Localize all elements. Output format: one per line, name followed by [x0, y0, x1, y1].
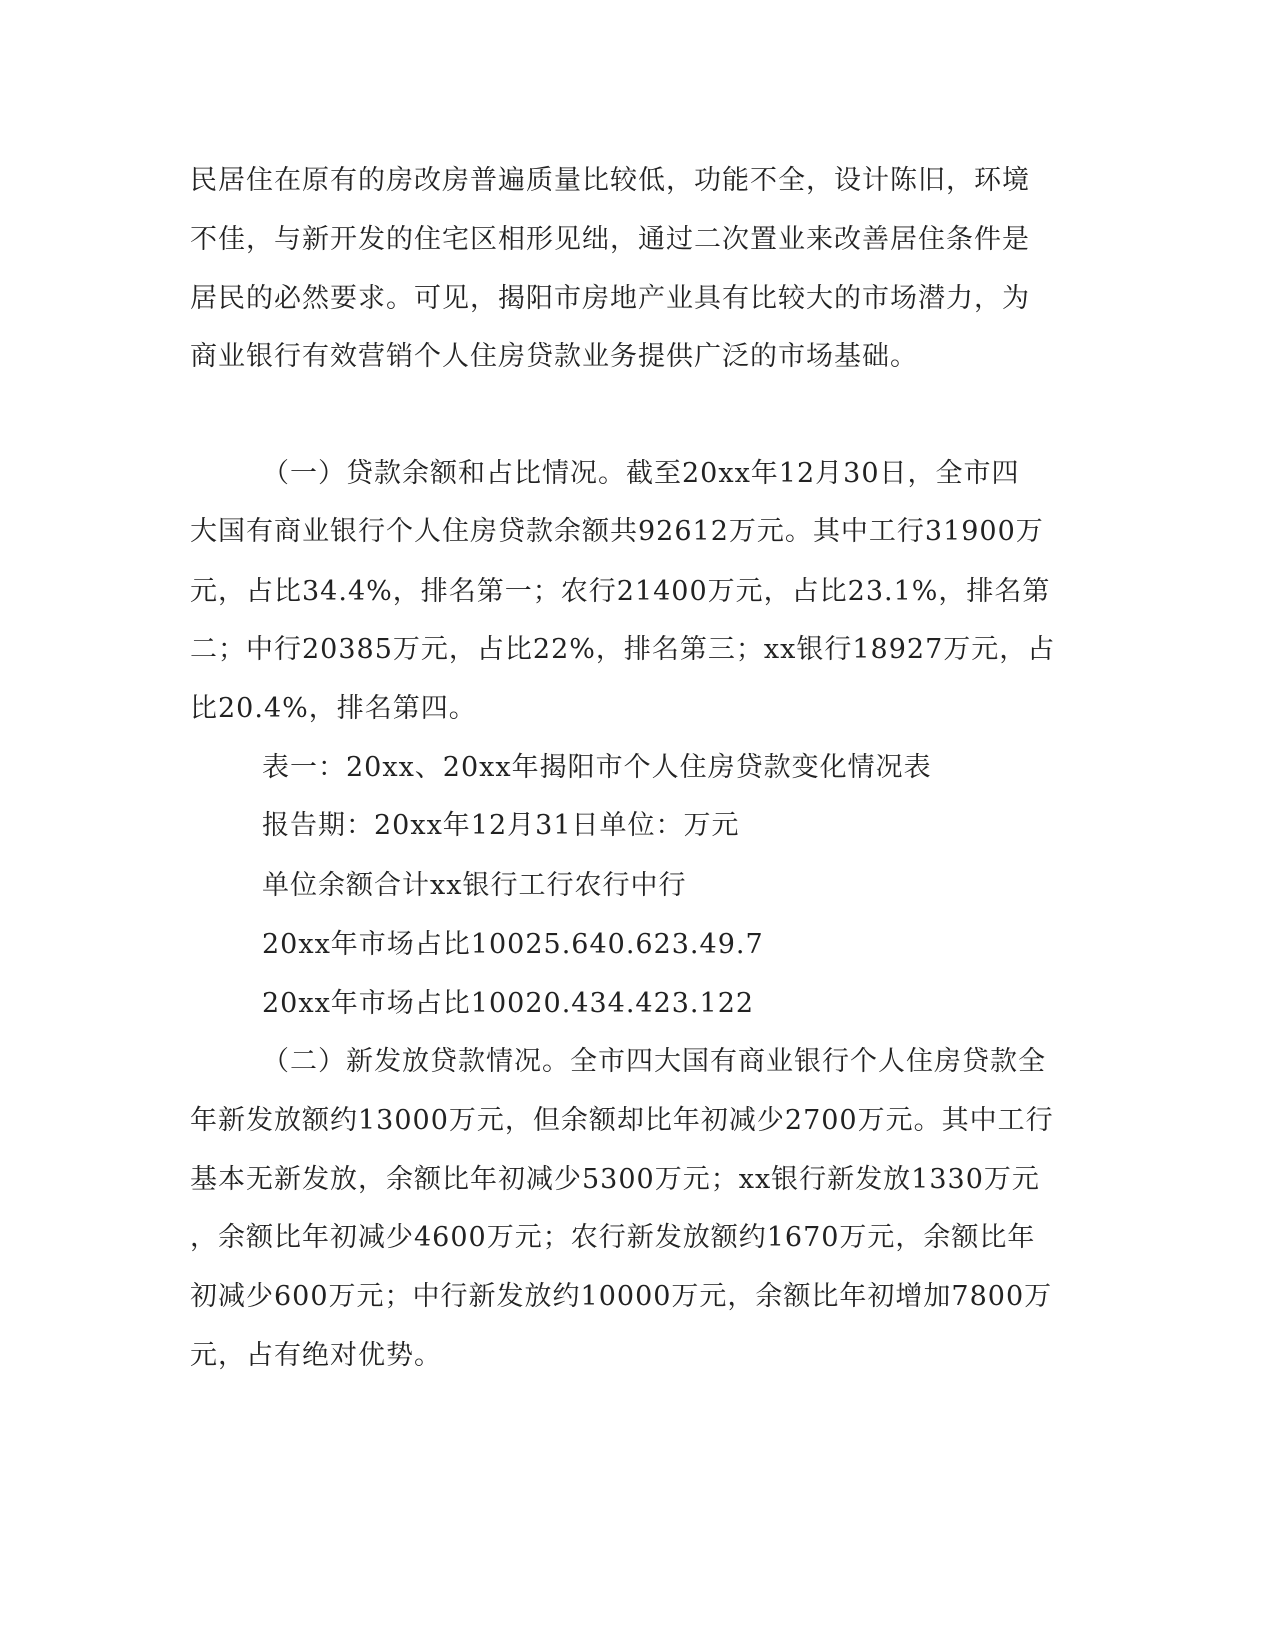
paragraph-1-line-3: 居民的必然要求。可见，揭阳市房地产业具有比较大的市场潜力，为: [190, 283, 1030, 314]
paragraph-2-line-4: 二；中行20385万元，占比22%，排名第三；xx银行18927万元，占: [190, 634, 1056, 665]
table-title: 表一：20xx、20xx年揭阳市个人住房贷款变化情况表: [262, 752, 932, 783]
paragraph-3-line-1: （二）新发放贷款情况。全市四大国有商业银行个人住房贷款全: [262, 1046, 1046, 1077]
table-row-1: 20xx年市场占比10025.640.623.49.7: [262, 929, 764, 960]
paragraph-3-line-6: 元，占有绝对优势。: [190, 1340, 442, 1371]
paragraph-2-line-2: 大国有商业银行个人住房贷款余额共92612万元。其中工行31900万: [190, 516, 1044, 547]
paragraph-2-line-3: 元，占比34.4%，排名第一；农行21400万元，占比23.1%，排名第: [190, 576, 1051, 607]
paragraph-2-line-1: （一）贷款余额和占比情况。截至20xx年12月30日，全市四: [262, 458, 1020, 489]
table-report-period: 报告期：20xx年12月31日单位：万元: [262, 810, 740, 841]
table-header-row: 单位余额合计xx银行工行农行中行: [262, 870, 687, 901]
paragraph-3-line-2: 年新发放额约13000万元，但余额却比年初减少2700万元。其中工行: [190, 1105, 1054, 1136]
table-row-2: 20xx年市场占比10020.434.423.122: [262, 988, 755, 1019]
paragraph-1-line-1: 民居住在原有的房改房普遍质量比较低，功能不全，设计陈旧，环境: [190, 165, 1030, 196]
paragraph-3-line-5: 初减少600万元；中行新发放约10000万元，余额比年初增加7800万: [190, 1281, 1053, 1312]
paragraph-2-line-5: 比20.4%，排名第四。: [190, 693, 477, 724]
paragraph-1-line-4: 商业银行有效营销个人住房贷款业务提供广泛的市场基础。: [190, 341, 918, 372]
paragraph-3-line-4: ，余额比年初减少4600万元；农行新发放额约1670万元，余额比年: [190, 1222, 1036, 1253]
paragraph-3-line-3: 基本无新发放，余额比年初减少5300万元；xx银行新发放1330万元: [190, 1164, 1040, 1195]
paragraph-1-line-2: 不佳，与新开发的住宅区相形见绌，通过二次置业来改善居住条件是: [190, 224, 1030, 255]
